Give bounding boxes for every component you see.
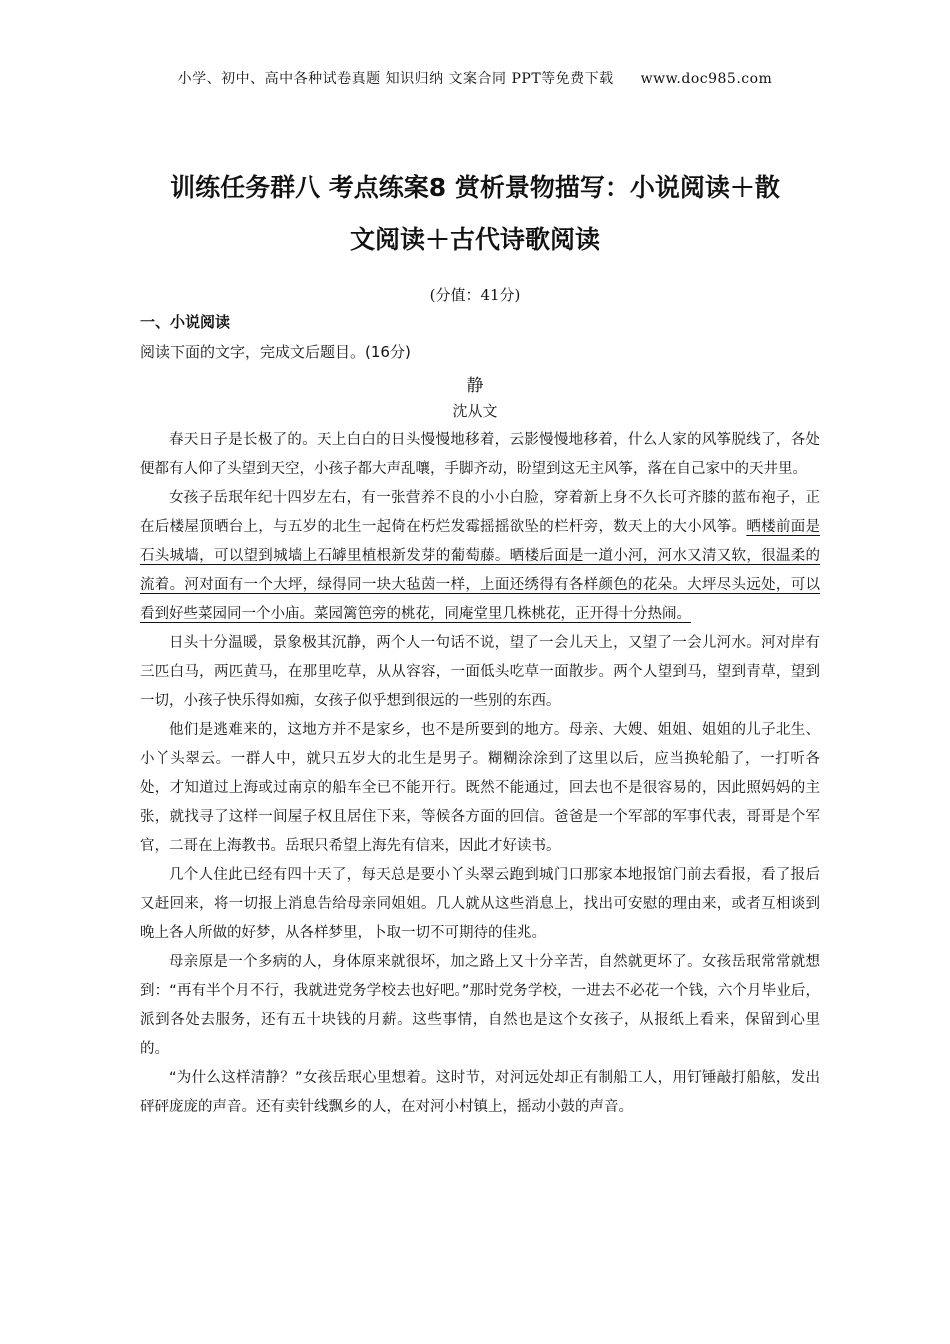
paragraph-7: “为什么这样清静？”女孩岳珉心里想着。这时节，对河远处却正有制船工人，用钉锤敲打船舷，发出砰砰庞庞的声音。还有卖针线飘乡的人，在对河小村镇上，摇动小鼓的声音。 [140, 1070, 820, 1115]
paragraph-2 [140, 484, 820, 629]
story-title: 静 [466, 376, 484, 396]
story-body [140, 426, 820, 1122]
story-author: 沈从文 [452, 402, 498, 420]
section-heading: 一、小说阅读 [140, 313, 231, 331]
paragraph-5: 几个人住此已经有四十天了，每天总是要小丫头翠云跑到城门口那家本地报馆门前去看报，看了报后又赶回来，将一切报上消息告给母亲同姐姐。几人就从这些消息上，找出可安慰的理由来，或者互相谈到晚上各人所做的好梦，从各样梦里，卜取一切不可期待的佳兆。 [140, 867, 820, 941]
score-note: (分值：41分) [429, 286, 521, 304]
paragraph-2-plain: 女孩子岳珉年纪十四岁左右，有一张营养不良的小小白脸，穿着新上身不久长可齐膝的蓝布袍子，正在后楼屋顶晒台上，与五岁的北生一起倚在朽烂发霉摇摇欲坠的栏杆旁，数天上的大小风筝。 [140, 490, 820, 535]
paragraph-4: 他们是逃难来的，这地方并不是家乡，也不是所要到的地方。母亲、大嫂、姐姐、姐姐的儿子北生、小丫头翠云。一群人中，就只五岁大的北生是男子。糊糊涂涂到了这里以后，应当换轮船了，一打听各处，才知道过上海或过南京的船车全已不能开行。既然不能通过，回去也不是很容易的，因此照妈妈的主张，就找寻了这样一间屋子权且居住下来，等候各方面的回信。爸爸是一个军部的军事代表，哥哥是个军官，二哥在上海教书。岳珉只希望上海先有信来，因此才好读书。 [140, 722, 820, 854]
page-title [100, 162, 850, 266]
title-line-1: 训练任务群八 考点练案8 赏析景物描写：小说阅读＋散 [170, 173, 780, 202]
header-site[interactable]: www.doc985.com [640, 71, 773, 87]
paragraph-6: 母亲原是一个多病的人，身体原来就很坏，加之路上又十分辛苦，自然就更坏了。女孩岳珉常常就想到：“再有半个月不行，我就进党务学校去也好吧。”那时党务学校，一进去不必花一个钱，六个月毕业后，派到各处去服务，还有五十块钱的月薪。这些事情，自然也是这个女孩子，从报纸上看来，保留到心里的。 [140, 954, 820, 1057]
title-line-2: 文阅读＋古代诗歌阅读 [349, 225, 600, 254]
section-instruction: 阅读下面的文字，完成文后题目。(16分) [140, 343, 411, 361]
page-header [0, 68, 950, 88]
header-text: 小学、初中、高中各种试卷真题 知识归纳 文案合同 PPT等免费下载 [177, 71, 614, 87]
paragraph-3: 日头十分温暖，景象极其沉静，两个人一句话不说，望了一会儿天上，又望了一会儿河水。河对岸有三匹白马，两匹黄马，在那里吃草，从从容容，一面低头吃草一面散步。两个人望到马，望到青草，望到一切，小孩子快乐得如痴，女孩子似乎想到很远的一些别的东西。 [140, 635, 820, 709]
paragraph-2-underlined: 晒楼前面是石头城墙，可以望到城墙上石罅里植根新发芽的葡萄藤。晒楼后面是一道小河，河水又清又软，很温柔的流着。河对面有一个大坪，绿得同一块大毡茵一样，上面还绣得有各样颜色的花朵。大坪尽头远处，可以看到好些菜园同一个小庙。菜园篱笆旁的桃花，同庵堂里几株桃花，正开得十分热闹。 [140, 519, 820, 622]
paragraph-1: 春天日子是长极了的。天上白白的日头慢慢地移着，云影慢慢地移着，什么人家的风筝脱线了，各处便都有人仰了头望到天空，小孩子都大声乱嚷，手脚齐动，盼望到这无主风筝，落在自己家中的天井里。 [140, 432, 820, 477]
